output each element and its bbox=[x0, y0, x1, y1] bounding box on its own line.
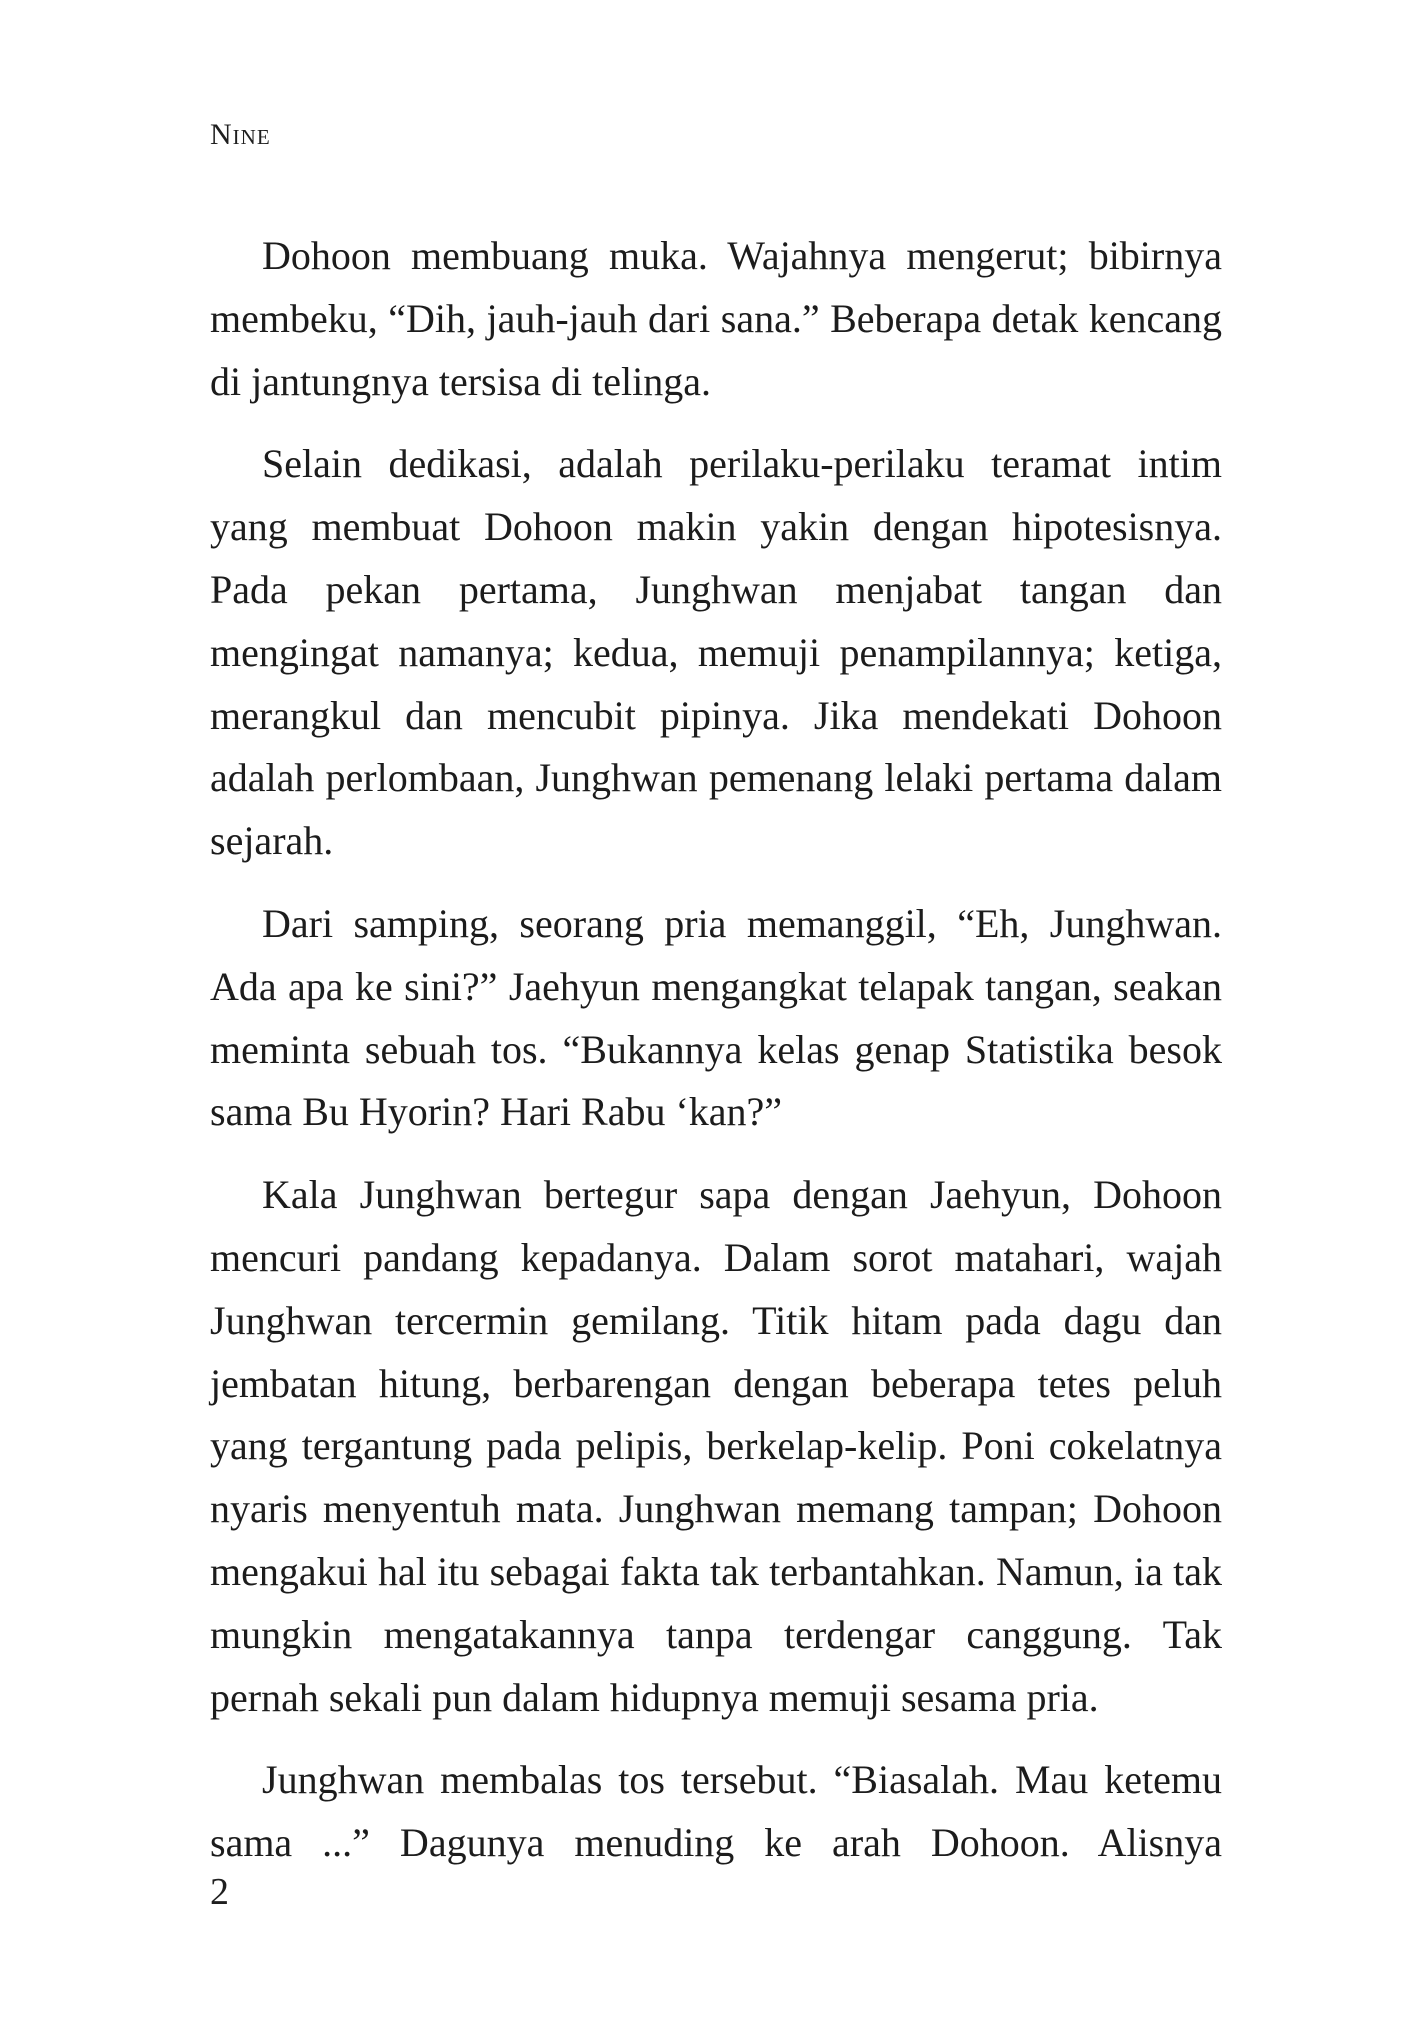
body-text bbox=[210, 225, 1222, 1875]
paragraph: Selain dedikasi, adalah perilaku-perilaku teramat intim yang membuat Dohoon makin yakin dengan hipotesisnya. Pada pekan pertama, Junghwan menjabat tangan dan mengingat namanya; kedua, memuji penampilannya; ketiga, merangkul dan mencubit pipinya. Jika mendekati Dohoon adalah perlombaan, Junghwan pemenang lelaki pertama dalam sejarah. bbox=[210, 441, 1222, 864]
page-number: 2 bbox=[210, 1871, 229, 1913]
running-header: Nine bbox=[210, 118, 271, 151]
paragraph: Dohoon membuang muka. Wajahnya mengerut; bibirnya membeku, “Dih, jauh-jauh dari sana.” Beberapa detak kencang di jantungnya tersisa di telinga. bbox=[210, 233, 1222, 404]
paragraph: Junghwan membalas tos tersebut. “Biasalah. Mau ketemu sama ...” Dagunya menuding ke arah Dohoon. Alisnya bbox=[210, 1757, 1222, 1866]
paragraph: Dari samping, seorang pria memanggil, “Eh, Junghwan. Ada apa ke sini?” Jaehyun mengangkat telapak tangan, seakan meminta sebuah tos. “Bukannya kelas genap Statistika besok sama Bu Hyorin? Hari Rabu ‘kan?” bbox=[210, 900, 1222, 1135]
paragraph: Kala Junghwan bertegur sapa dengan Jaehyun, Dohoon mencuri pandang kepadanya. Dalam sorot matahari, wajah Junghwan tercermin gemilang. Titik hitam pada dagu dan jembatan hitung, berbarengan dengan beberapa tetes peluh yang tergantung pada pelipis, berkelap-kelip. Poni cokelatnya nyaris menyentuh mata. Junghwan memang tampan; Dohoon mengakui hal itu sebagai fakta tak terbantahkan. Namun, ia tak mungkin mengatakannya tanpa terdengar canggung. Tak pernah sekali pun dalam hidupnya memuji sesama pria. bbox=[210, 1172, 1222, 1720]
